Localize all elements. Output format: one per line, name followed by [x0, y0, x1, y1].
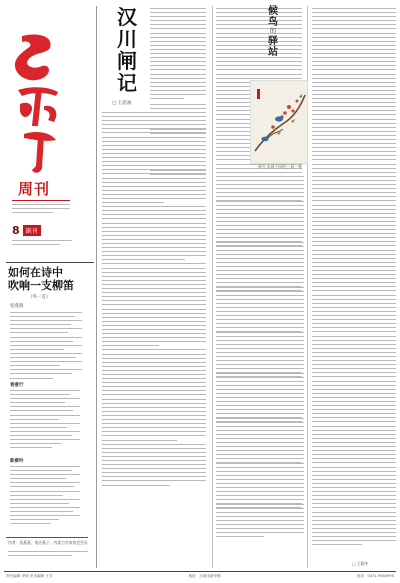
painting-caption: 候鸟 来源于网络 [258, 164, 286, 169]
masthead-divider [6, 262, 94, 263]
article1-title [112, 6, 142, 94]
masthead-dateline [12, 240, 72, 245]
article1-title-char-4: 记 [117, 71, 137, 95]
article2-title-char-4: 驿 [268, 36, 278, 47]
article1-title-char-1: 汉 [117, 5, 137, 29]
masthead [4, 4, 102, 259]
footer-address: 地址：古城市新华路 [188, 574, 221, 578]
issue-badge [12, 224, 41, 237]
article2-title-block [246, 6, 302, 64]
column-divider-1 [96, 6, 97, 568]
lead-subtitle: （外一首） [28, 295, 51, 300]
article2-title-char-1: 候 [268, 6, 278, 17]
article2-footer-byline: □ 王晓冬 [352, 561, 369, 566]
sidebar-header-willow: 新柳吟 [10, 459, 24, 464]
author-tag: 张燕燕 [10, 304, 24, 309]
bird-branch-illustration [251, 81, 307, 163]
article1-byline: □ 王思涵 [112, 101, 132, 106]
lead-title-line-1: 如何在诗中 [8, 266, 63, 279]
section-title: 周刊 [18, 180, 51, 198]
poem-block-3 [10, 466, 80, 527]
article1-body-d [150, 104, 206, 194]
footer-phone: 电话：0471-9584990 [356, 574, 394, 578]
footer-divider [4, 571, 396, 572]
footer-bar [6, 574, 394, 581]
poem-block-2 [10, 390, 80, 451]
lead-title [8, 266, 74, 292]
article2-body-a [216, 176, 304, 540]
article1-title-char-3: 闸 [117, 49, 137, 73]
issue-number: 8 [12, 224, 20, 237]
lead-title-line-2: 吹响一支柳笛 [8, 279, 74, 292]
footer-editor: 责任编辑 李明 美术编辑 王芳 [6, 574, 53, 578]
article2-title-char-2: 鸟 [268, 17, 278, 28]
article2-byline: □ 蒋一帆 [286, 164, 303, 169]
bird-painting [250, 80, 308, 164]
poem-block-1 [10, 312, 82, 382]
sidebar-footer-lines [8, 551, 88, 559]
article2-body-b [312, 8, 396, 548]
article2-title [262, 6, 284, 58]
masthead-info [12, 200, 70, 213]
article1-body-b [150, 8, 206, 102]
column-divider-2 [212, 6, 213, 568]
calligraphy-logo [8, 30, 68, 180]
sidebar-header-spring: 春意行 [10, 383, 24, 388]
sidebar-footer-note: 作者：张燕燕，笔名燕子，内蒙古作家协会会员 [8, 540, 88, 545]
article1-title-char-2: 川 [117, 27, 137, 51]
article2-title-char-5: 站 [268, 47, 278, 58]
sidebar-footer-divider [6, 537, 88, 538]
article2-title-char-3: 的 [269, 28, 276, 35]
issue-tag: 副刊 [23, 225, 41, 236]
